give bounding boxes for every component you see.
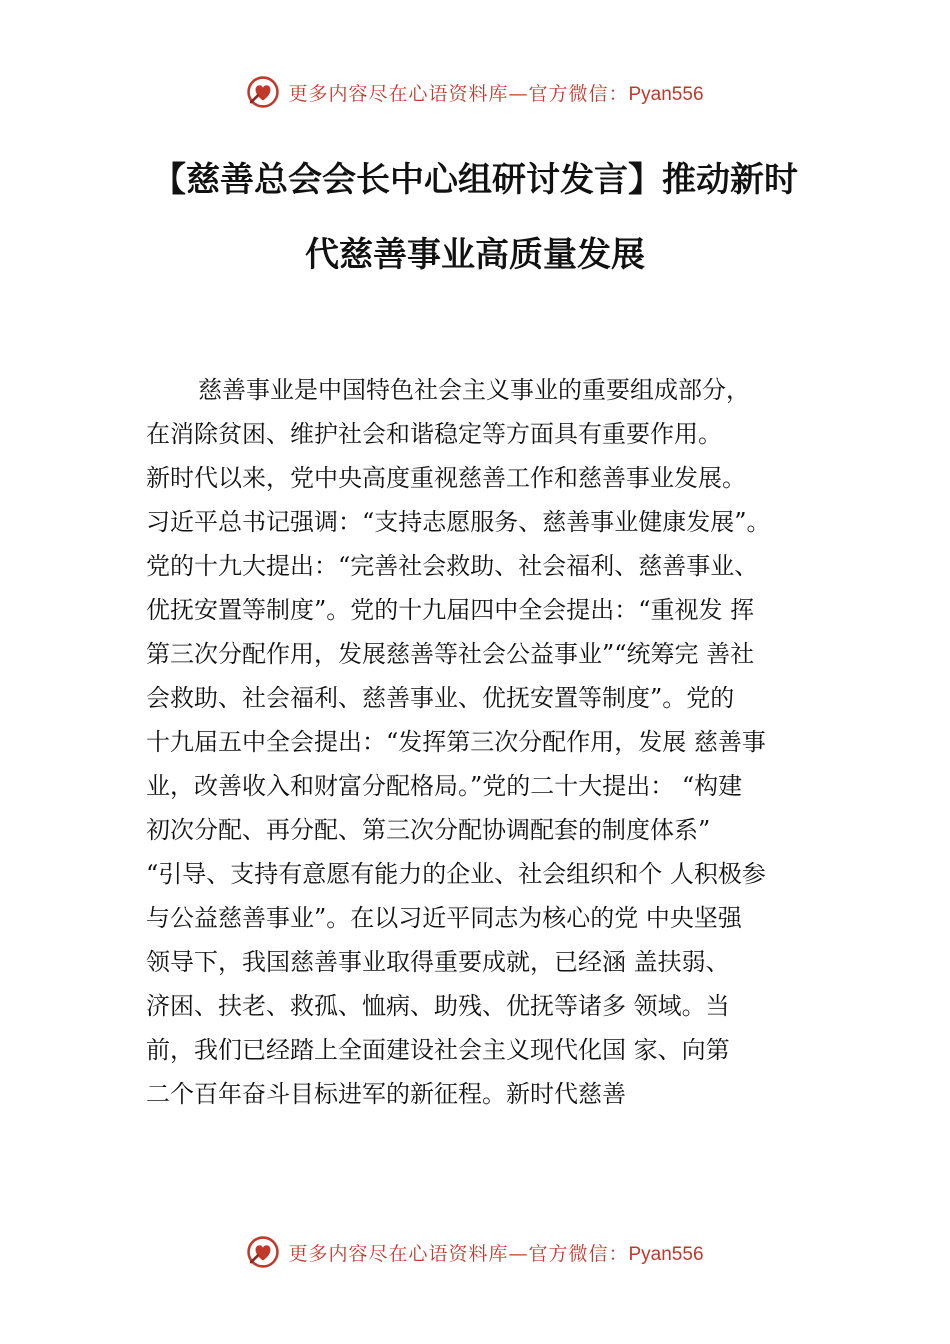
body-line: 会救助、社会福利、慈善事业、优抚安置等制度”。党的	[146, 684, 735, 712]
body-line: 优抚安置等制度”。党的十九届四中全会提出：“重视发 挥	[146, 596, 755, 624]
body-line: 第三次分配作用，发展慈善等社会公益事业”“统筹完 善社	[146, 640, 755, 668]
document-title-line-2: 代慈善事业高质量发展	[305, 235, 645, 275]
body-line: 在消除贫困、维护社会和谐稳定等方面具有重要作用。	[146, 420, 722, 448]
body-line: 党的十九大提出：“完善社会救助、社会福利、慈善事业、	[146, 552, 759, 580]
document-body	[146, 368, 846, 1116]
document-title-line-1: 【慈善总会会长中心组研讨发言】推动新时	[152, 160, 798, 200]
body-line: 慈善事业是中国特色社会主义事业的重要组成部分，	[198, 376, 750, 404]
watermark-label: 更多内容尽在心语资料库—官方微信：	[288, 82, 629, 105]
body-line: 业，改善收入和财富分配格局。”党的二十大提出： “构建	[146, 772, 743, 800]
header-watermark	[0, 72, 950, 112]
body-line: “引导、支持有意愿有能力的企业、社会组织和个 人积极参	[146, 860, 766, 888]
body-line: 济困、扶老、救孤、恤病、助残、优抚等诸多 领域。当	[146, 992, 730, 1020]
body-line: 二个百年奋斗目标进军的新征程。新时代慈善	[146, 1080, 626, 1108]
wechat-id: Pyan556	[628, 83, 704, 105]
body-line: 新时代以来，党中央高度重视慈善工作和慈善事业发展。	[146, 464, 746, 492]
body-line: 与公益慈善事业”。在以习近平同志为核心的党 中央坚强	[146, 904, 742, 932]
wechat-id: Pyan556	[628, 1243, 704, 1265]
body-line: 初次分配、再分配、第三次分配协调配套的制度体系”	[146, 816, 711, 844]
body-line: 领导下，我国慈善事业取得重要成就，已经涵 盖扶弱、	[146, 948, 730, 976]
body-line: 习近平总书记强调：“支持志愿服务、慈善事业健康发展”。	[146, 508, 771, 536]
watermark-text	[288, 1239, 703, 1266]
body-line: 前，我们已经踏上全面建设社会主义现代化国 家、向第	[146, 1036, 730, 1064]
heart-hands-logo-icon	[246, 1235, 280, 1269]
watermark-label: 更多内容尽在心语资料库—官方微信：	[288, 1242, 629, 1265]
heart-hands-logo-icon	[246, 75, 280, 109]
body-line: 十九届五中全会提出：“发挥第三次分配作用，发展 慈善事	[146, 728, 766, 756]
footer-watermark	[0, 1232, 950, 1272]
watermark-text	[288, 79, 703, 106]
